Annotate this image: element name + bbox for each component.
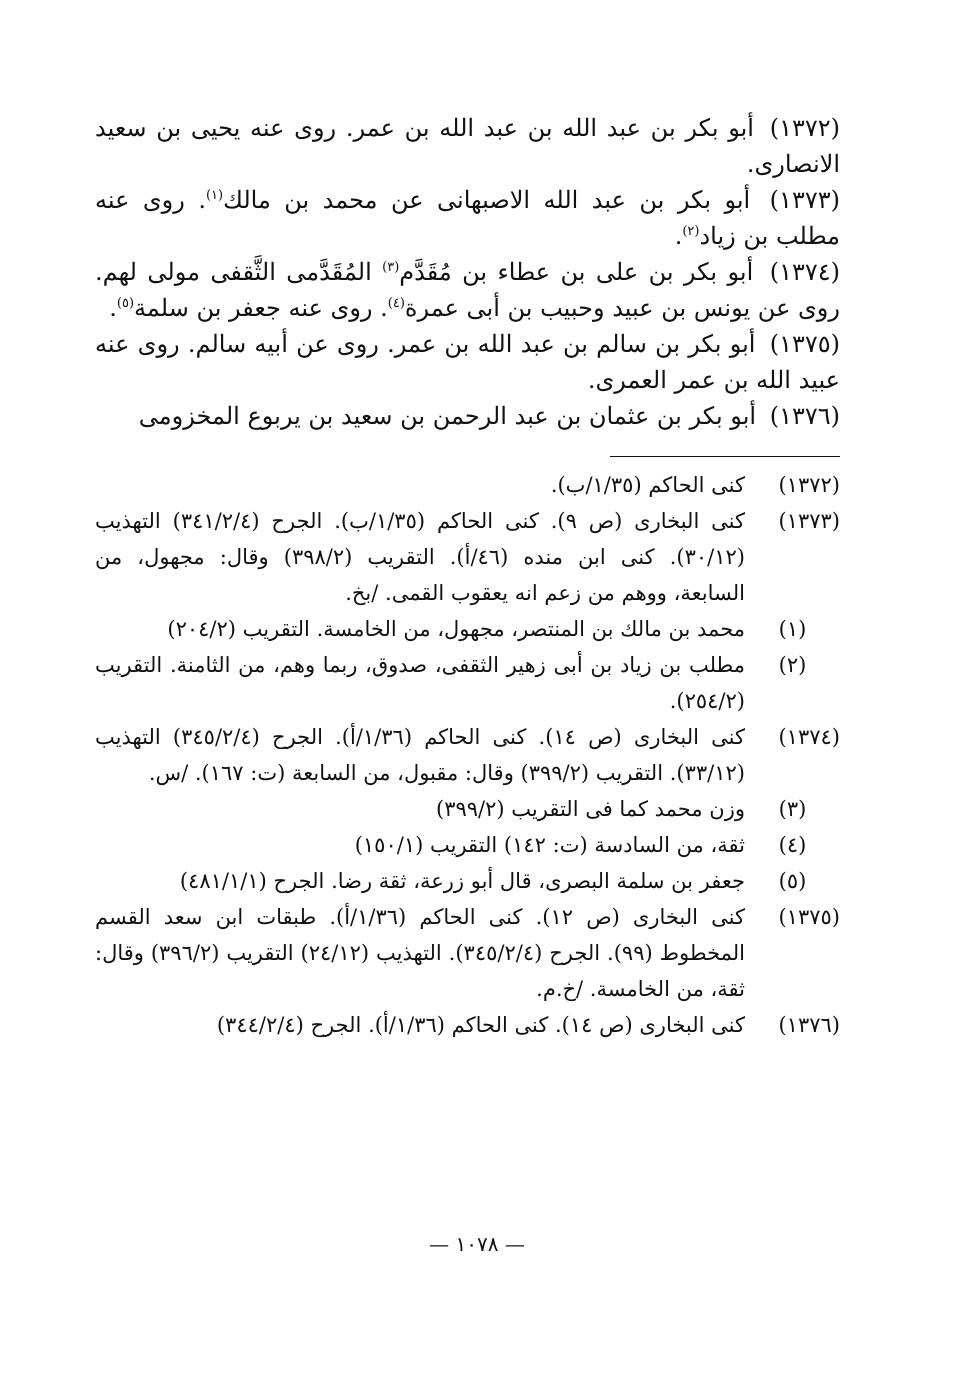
footnote-text: كنى البخارى (ص ١٤). كنى الحاكم (١/٣٦/أ). الجرح (٣٤٤/٢/٤) [216, 1013, 745, 1037]
entry-text: . روى عنه جعفر بن سلمة [134, 294, 388, 322]
entry-text: المُقَدَّمى الثَّقفى مولى لهم. روى عن يونس بن عبيد وحبيب بن أبى عمرة [95, 258, 840, 322]
footnote-ref-5: (٥) [116, 296, 135, 311]
footnote-1375 [95, 899, 840, 1007]
footnotes [95, 467, 840, 1043]
entry-number: (١٣٧٥) [769, 330, 840, 358]
footnote-2 [95, 647, 840, 719]
entry-text: أبو بكر بن عثمان بن عبد الرحمن بن سعيد بن يربوع المخزومى [138, 402, 757, 430]
footnote-3 [95, 791, 840, 827]
footnote-text: كنى البخارى (ص ٩). كنى الحاكم (١/٣٥/ب). الجرح (٣٤١/٢/٤) التهذيب (٣٠/١٢). كنى ابن منده (٤٦/أ). التقريب (٣٩٨/٢) وقال: مجهول، من السابعة، ووهم من زعم انه يعقوب القمى. /بخ. [95, 509, 745, 605]
entry-text: . [109, 294, 117, 322]
entry-text: . [674, 222, 683, 250]
footnote-4 [95, 827, 840, 863]
footnote-5 [95, 863, 840, 899]
entry-text: أبو بكر بن على بن عطاء بن مُقَدَّم [399, 258, 754, 286]
footnote-1 [95, 611, 840, 647]
page-body [95, 110, 840, 1043]
footnote-1372 [95, 467, 840, 503]
entry-1373 [95, 182, 840, 254]
footnote-separator [610, 456, 840, 457]
entry-1375 [95, 326, 840, 398]
entry-1372 [95, 110, 840, 182]
entry-number: (١٣٧٣) [769, 186, 840, 214]
footnote-label: (١٣٧٥) [778, 905, 840, 929]
footnote-1376 [95, 1007, 840, 1043]
footnote-text: محمد بن مالك بن المنتصر، مجهول، من الخامسة. التقريب (٢٠٤/٢) [167, 617, 745, 641]
entry-1374 [95, 254, 840, 326]
footnote-label: (١٣٧٤) [778, 725, 840, 749]
entry-text: . روى عنه مطلب بن زياد [95, 186, 840, 250]
footnote-1373 [95, 503, 840, 611]
entry-number: (١٣٧٤) [769, 258, 840, 286]
footnote-text: ثقة، من السادسة (ت: ١٤٢) التقريب (١٥٠/١) [354, 833, 745, 857]
footnote-ref-2: (٢) [682, 224, 700, 239]
footnote-label: (١٣٧٣) [778, 509, 840, 533]
page-number: — ١٠٧٨ — [429, 1232, 525, 1256]
footnote-label: (٢) [778, 653, 807, 677]
footnote-text: كنى الحاكم (١/٣٥/ب). [550, 473, 745, 497]
footnote-ref-3: (٣) [382, 260, 400, 275]
footnote-text: جعفر بن سلمة البصرى، قال أبو زرعة، ثقة رضا. الجرح (٤٨١/١/١) [179, 869, 745, 893]
footnote-label: (٤) [778, 833, 807, 857]
main-entries [95, 110, 840, 434]
footnote-label: (٥) [778, 869, 807, 893]
entry-text: أبو بكر بن عبد الله الاصبهانى عن محمد بن مالك [223, 186, 751, 214]
footnote-label: (١٣٧٦) [778, 1013, 840, 1037]
footnote-text: مطلب بن زياد بن أبى زهير الثقفى، صدوق، ربما وهم، من الثامنة. التقريب (٢٥٤/٢). [95, 653, 745, 713]
entry-text: أبو بكر بن سالم بن عبد الله بن عمر. روى عن أبيه سالم. روى عنه عبيد الله بن عمر العمرى. [95, 330, 840, 394]
footnote-ref-4: (٤) [387, 296, 405, 311]
footnote-ref-1: (١) [205, 188, 224, 203]
footnote-text: وزن محمد كما فى التقريب (٣٩٩/٢) [436, 797, 745, 821]
footnote-label: (١٣٧٢) [778, 473, 840, 497]
entry-number: (١٣٧٦) [769, 402, 840, 430]
entry-number: (١٣٧٢) [769, 114, 840, 142]
footnote-text: كنى البخارى (ص ١٤). كنى الحاكم (١/٣٦/أ). الجرح (٣٤٥/٢/٤) التهذيب (٣٣/١٢). التقريب (٣٩٩/٢) وقال: مقبول، من السابعة (ت: ١٦٧). /س. [95, 725, 745, 785]
footnote-label: (١) [778, 617, 807, 641]
footnote-text: كنى البخارى (ص ١٢). كنى الحاكم (١/٣٦/أ). طبقات ابن سعد القسم المخطوط (٩٩). الجرح (٣٤٥/٢/٤). التهذيب (٢٤/١٢) التقريب (٣٩٦/٢) وقال: ثقة، من الخامسة. /خ.م. [95, 905, 746, 1001]
entry-1376 [95, 398, 840, 434]
entry-text: أبو بكر بن عبد الله بن عبد الله بن عمر. روى عنه يحيى بن سعيد الانصارى. [95, 114, 840, 178]
footnote-1374 [95, 719, 840, 791]
footnote-label: (٣) [778, 797, 807, 821]
